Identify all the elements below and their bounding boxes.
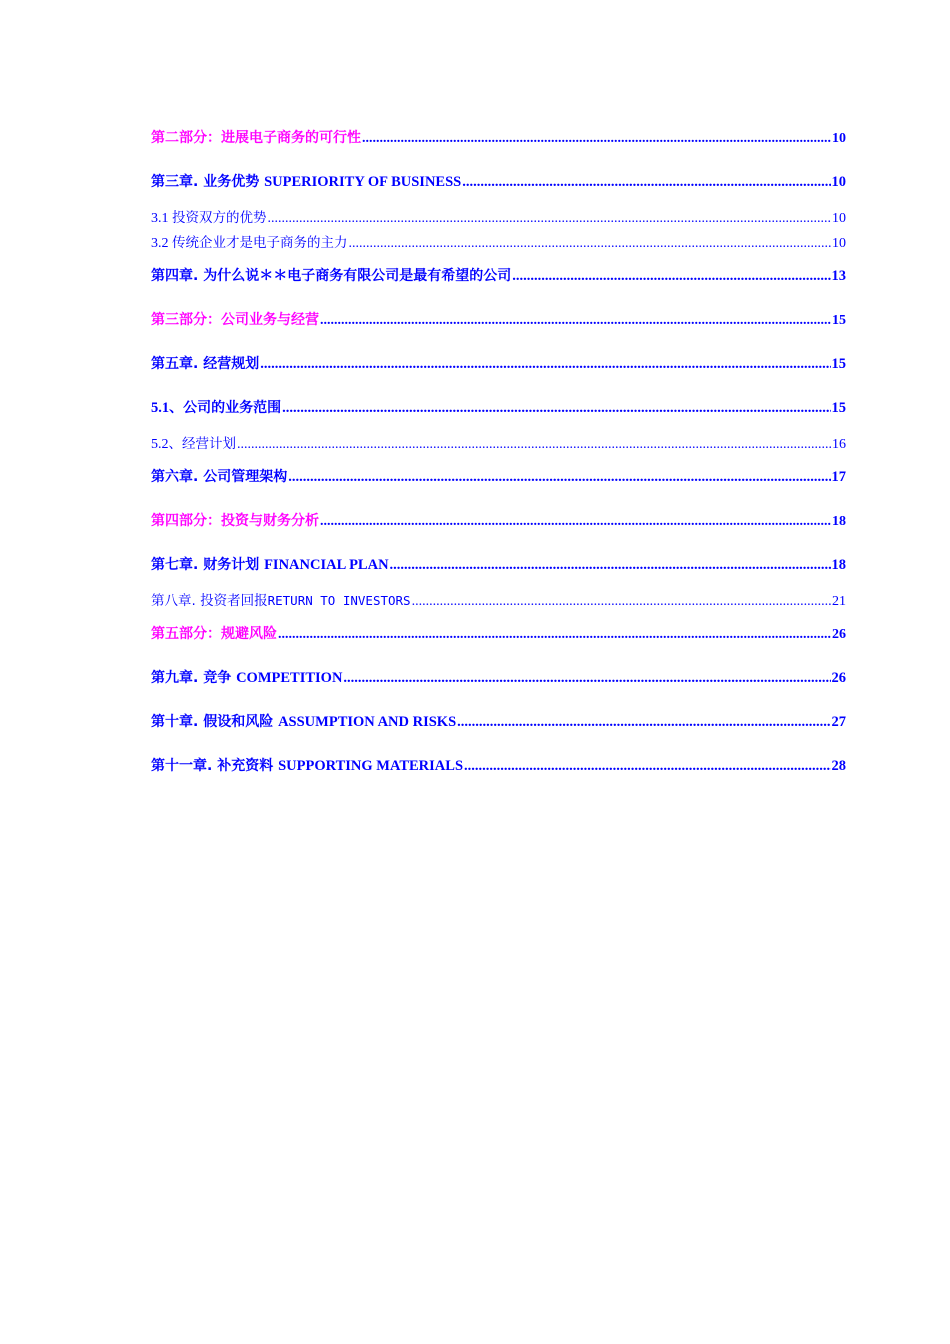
- toc-entry-part-4[interactable]: [151, 510, 846, 530]
- toc-entry-chapter-5[interactable]: [151, 353, 846, 373]
- toc-entry-page: 21: [832, 594, 846, 609]
- toc-entry-section-3-2[interactable]: [151, 231, 846, 252]
- dot-leader: [320, 313, 831, 329]
- toc-entry-page: 18: [832, 514, 846, 529]
- toc-entry-chapter-10[interactable]: [151, 711, 846, 731]
- toc-entry-chapter-8[interactable]: [151, 589, 846, 610]
- toc-entry-label-en: RETURN TO INVESTORS: [267, 593, 411, 608]
- toc-entry-label: [151, 432, 236, 453]
- toc-entry-page: 26: [832, 627, 846, 642]
- toc-entry-page: 10: [832, 236, 846, 251]
- toc-entry-label: [151, 206, 267, 227]
- toc-entry-page: 10: [832, 131, 846, 146]
- dot-leader: [237, 437, 831, 453]
- toc-entry-label: [151, 711, 456, 731]
- dot-leader: [462, 174, 830, 191]
- toc-entry-page: 17: [831, 469, 846, 485]
- toc-entry-label-en: ASSUMPTION AND RISKS: [278, 714, 457, 730]
- toc-entry-label: [151, 554, 389, 574]
- toc-entry-number: 3.2: [151, 236, 172, 251]
- dot-leader: [343, 670, 830, 687]
- toc-entry-part-5[interactable]: [151, 623, 846, 643]
- toc-entry-chapter-6[interactable]: [151, 466, 846, 486]
- dot-leader: [260, 356, 830, 373]
- dot-leader: [288, 469, 830, 486]
- toc-entry-label: 第三部分：公司业务与经营: [151, 312, 319, 328]
- toc-entry-page: 10: [832, 211, 846, 226]
- toc-entry-page: 18: [831, 557, 846, 573]
- toc-entry-number: 3.1: [151, 211, 172, 226]
- toc-entry-part-2[interactable]: [151, 127, 846, 147]
- toc-entry-label-en: SUPPORTING MATERIALS: [278, 758, 464, 774]
- toc-entry-label: 第二部分：进展电子商务的可行性: [151, 130, 361, 146]
- dot-leader: [512, 268, 830, 285]
- dot-leader: [268, 211, 832, 227]
- toc-entry-label-cn: 第九章. 竞争: [151, 670, 237, 686]
- toc-entry-label: [151, 667, 342, 687]
- dot-leader: [412, 594, 831, 610]
- toc-entry-label-cn: 、公司的业务范围: [169, 400, 282, 416]
- toc-entry-label-en: FINANCIAL PLAN: [264, 557, 389, 573]
- toc-entry-label: [151, 755, 463, 775]
- toc-entry-label-cn: 第七章. 财务计划: [151, 557, 265, 573]
- toc-entry-chapter-4[interactable]: [151, 265, 846, 285]
- toc-entry-chapter-11[interactable]: [151, 755, 846, 775]
- toc-entry-page: 27: [831, 714, 846, 730]
- toc-entry-page: 15: [831, 400, 846, 416]
- dot-leader: [457, 714, 830, 731]
- toc-entry-label-en: COMPETITION: [236, 670, 343, 686]
- dot-leader: [464, 758, 830, 775]
- toc-entry-label-cn: 第八章. 投资者回报: [151, 593, 268, 609]
- dot-leader: [282, 400, 830, 417]
- toc-entry-chapter-7[interactable]: [151, 554, 846, 574]
- toc-entry-label: 第四部分：投资与财务分析: [151, 513, 319, 529]
- toc-entry-label: 第五章. 经营规划: [151, 356, 260, 372]
- toc-entry-number: 5.2: [151, 437, 169, 452]
- toc-entry-chapter-3[interactable]: [151, 171, 846, 191]
- toc-entry-label-cn: 投资双方的优势: [172, 210, 267, 226]
- toc-entry-label-cn: 第三章. 业务优势: [151, 174, 265, 190]
- dot-leader: [320, 514, 831, 530]
- toc-entry-section-5-2[interactable]: [151, 432, 846, 453]
- toc-entry-label-cn: 第十章. 假设和风险: [151, 714, 279, 730]
- toc-entry-label-cn: 第十一章. 补充资料: [151, 758, 279, 774]
- dot-leader: [390, 557, 831, 574]
- toc-entry-page: 10: [831, 174, 846, 190]
- toc-entry-label: [151, 589, 411, 609]
- toc-entry-label: [151, 397, 281, 417]
- dot-leader: [362, 131, 831, 147]
- toc-entry-section-3-1[interactable]: [151, 206, 846, 227]
- toc-entry-label: 第五部分：规避风险: [151, 626, 277, 642]
- toc-entry-number: 5.1: [151, 400, 170, 416]
- dot-leader: [349, 236, 832, 252]
- toc-entry-page: 13: [831, 268, 846, 284]
- toc-entry-label-en: SUPERIORITY OF BUSINESS: [264, 174, 462, 190]
- toc-entry-page: 15: [831, 356, 846, 372]
- toc-entry-label: [151, 171, 461, 191]
- dot-leader: [278, 627, 831, 643]
- toc-entry-label: [151, 231, 348, 252]
- toc-entry-part-3[interactable]: [151, 309, 846, 329]
- toc-entry-chapter-9[interactable]: [151, 667, 846, 687]
- toc-entry-label-cn: 传统企业才是电子商务的主力: [172, 235, 348, 251]
- toc-entry-page: 16: [832, 437, 846, 452]
- toc-entry-page: 15: [832, 313, 846, 328]
- toc-entry-label: 第四章. 为什么说＊＊电子商务有限公司是最有希望的公司: [151, 268, 512, 284]
- toc-entry-section-5-1[interactable]: [151, 397, 846, 417]
- toc-entry-page: 28: [831, 758, 846, 774]
- toc-entry-label-cn: 、经营计划: [168, 436, 236, 452]
- toc-entry-label: 第六章. 公司管理架构: [151, 469, 288, 485]
- toc-entry-page: 26: [831, 670, 846, 686]
